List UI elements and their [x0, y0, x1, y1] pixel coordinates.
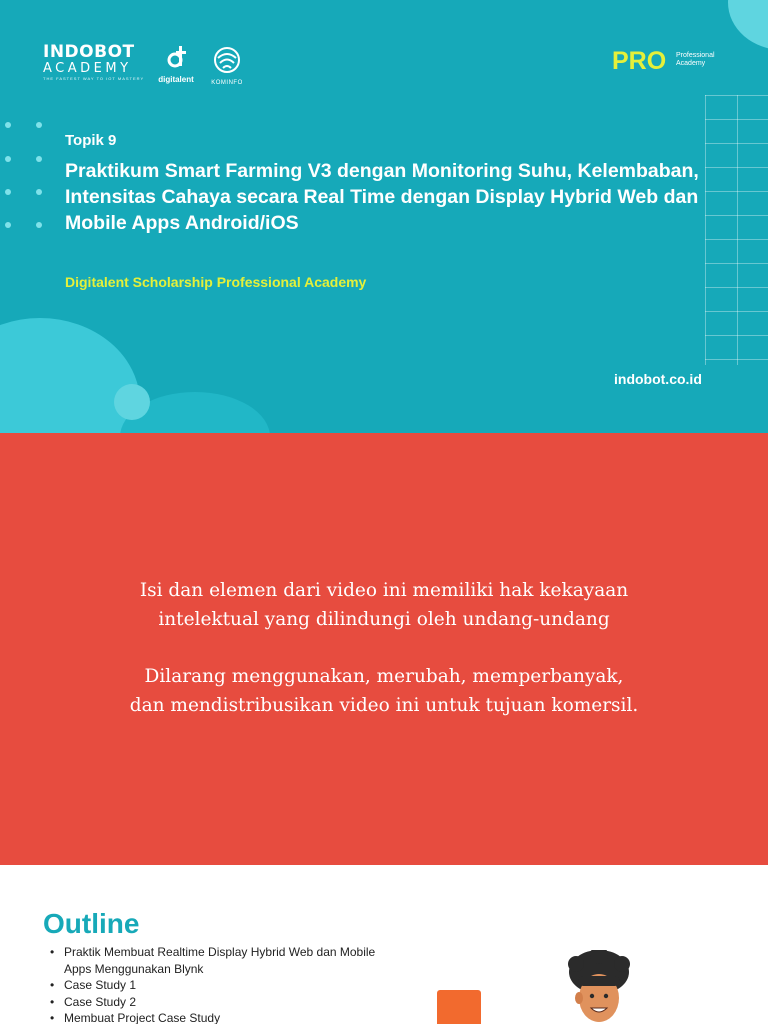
- decorative-circle: [114, 384, 150, 420]
- notice-paragraph-2: [0, 662, 768, 720]
- notice-line: Dilarang menggunakan, merubah, memperbanyak,: [144, 666, 624, 687]
- notice-line: dan mendistribusikan video ini untuk tujuan komersil.: [129, 695, 639, 716]
- decorative-dots: [0, 118, 50, 248]
- kominfo-icon: [213, 46, 241, 74]
- slide-subtitle: Digitalent Scholarship Professional Academy: [65, 274, 367, 290]
- digitalent-logo: [154, 45, 198, 85]
- outline-slide: [0, 865, 768, 1024]
- notice-line: intelektual yang dilindungi oleh undang-undang: [158, 609, 610, 630]
- list-item: • Membuat Project Case Study: [48, 1010, 378, 1024]
- topic-label: Topik 9: [65, 132, 117, 149]
- website-link[interactable]: indobot.co.id: [614, 371, 702, 387]
- pro-sub2: Academy: [676, 60, 706, 67]
- outline-heading: Outline: [43, 908, 140, 939]
- pro-sublabel: [676, 52, 736, 68]
- logo-text: INDOBOT: [43, 42, 135, 62]
- list-item: • Case Study 2: [48, 994, 378, 1011]
- slide-title: Praktikum Smart Farming V3 dengan Monitoring Suhu, Kelembaban, Intensitas Cahaya secara Real Time dengan Display Hybrid Web dan Mobile Apps Android/iOS: [65, 160, 699, 234]
- decorative-blob: [728, 0, 768, 50]
- logo-tagline: THE FASTEST WAY TO IOT MASTERY: [43, 76, 145, 81]
- digitalent-icon: [154, 45, 198, 75]
- notice-line: Isi dan elemen dari video ini memiliki hak kekayaan: [139, 580, 629, 601]
- decorative-grid: [705, 95, 768, 365]
- decorative-blob: [0, 318, 140, 433]
- pro-label: PRO: [612, 47, 667, 75]
- outline-list: [48, 944, 378, 1024]
- logo-text: KOMINFO: [211, 80, 243, 86]
- list-item: • Case Study 1: [48, 977, 378, 994]
- copyright-notice-slide: [0, 433, 768, 865]
- indobot-academy-logo: [43, 44, 145, 86]
- notice-paragraph-1: [0, 576, 768, 634]
- pro-sub1: Professional: [676, 52, 715, 59]
- logo-text: ACADEMY: [43, 61, 132, 76]
- title-slide: [0, 0, 768, 433]
- laptop-illustration: [437, 990, 481, 1024]
- kominfo-logo: [206, 46, 248, 86]
- person-illustration: [566, 950, 632, 1024]
- logo-text: digitalent: [158, 75, 194, 84]
- list-item: • Praktik Membuat Realtime Display Hybrid Web dan Mobile Apps Menggunakan Blynk: [48, 944, 378, 977]
